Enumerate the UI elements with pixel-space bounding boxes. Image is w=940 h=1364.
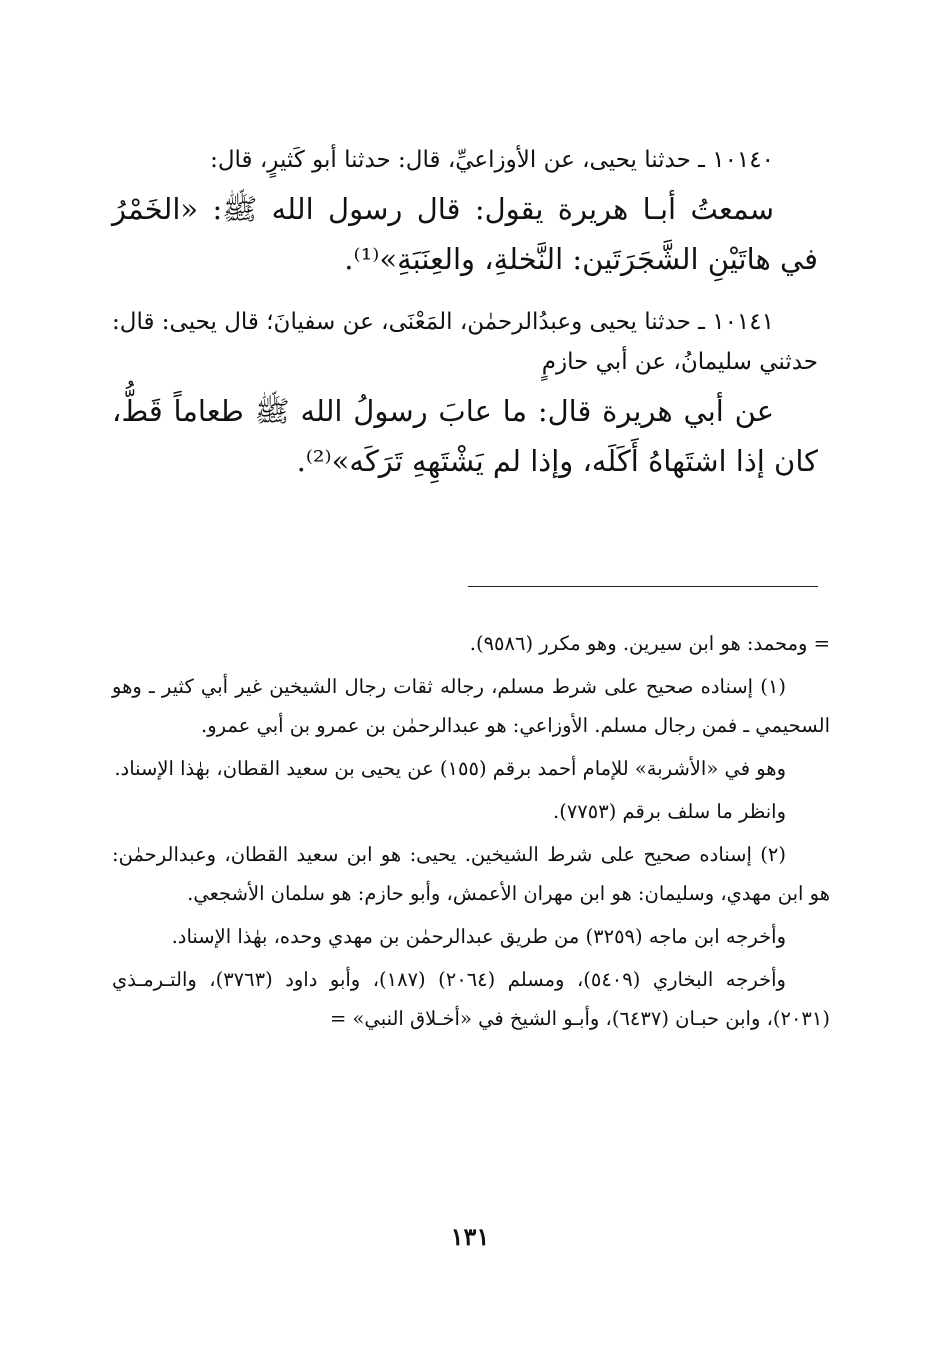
hadith-10141-matn: عن أبي هريرة قال: ما عابَ رسولُ الله ﷺ طعاماً قَطُّ، كان إذا اشتَهاهُ أَكَلَه، وإذا لم يَشْتَهِهِ تَرَكَه»⁽²⁾. — [112, 394, 818, 478]
footnote-2-bukhari: وأخرجه البخاري (٥٤٠٩)، ومسلم (٢٠٦٤) (١٨٧)، وأبو داود (٣٧٦٣)، والتـرمـذي (٢٠٣١)، وابن حبـان (٦٤٣٧)، وأبـو الشيخ في «أخـلاق النبي» = — [112, 968, 830, 1030]
footnote-continuation: = ومحمد: هو ابن سيرين. وهو مكرر (٩٥٨٦). — [469, 632, 830, 655]
page-number: ١٣١ — [450, 1222, 490, 1251]
footnote-1-see-also: وانظر ما سلف برقم (٧٧٥٣). — [553, 800, 786, 823]
hadith-10141-isnad: ١٠١٤١ ـ حدثنا يحيى وعبدُالرحمٰن، المَعْنَى، عن سفيانَ؛ قال يحيى: قال: حدثني سليمانُ، عن أبي حازمٍ — [112, 309, 818, 375]
footnote-1-ref-ashriba: وهو في «الأشربة» للإمام أحمد برقم (١٥٥) عن يحيى بن سعيد القطان، بهٰذا الإسناد. — [114, 757, 786, 780]
hadith-10140-isnad: ١٠١٤٠ ـ حدثنا يحيى، عن الأوزاعيِّ، قال: حدثنا أبو كَثيرٍ، قال: — [210, 147, 774, 173]
footnotes — [112, 624, 830, 1042]
footnote-2: (٢) إسناده صحيح على شرط الشيخين. يحيى: هو ابن سعيد القطان، وعبدالرحمٰن: هو ابن مهدي، وسليمان: هو ابن مهران الأعمش، وأبو حازم: هو سلمان الأشجعي. — [112, 843, 830, 905]
main-text — [112, 140, 818, 504]
hadith-10140-matn: سمعتُ أبـا هريرة يقول: قال رسول الله ﷺ: «الخَمْرُ في هاتَيْنِ الشَّجَرَتَين: النَّخلةِ، والعِنَبَةِ»⁽¹⁾. — [112, 192, 818, 276]
footnote-2-ibn-majah: وأخرجه ابن ماجه (٣٢٥٩) من طريق عبدالرحمٰن بن مهدي وحده، بهٰذا الإسناد. — [171, 925, 786, 948]
footnote-1: (١) إسناده صحيح على شرط مسلم، رجاله ثقات رجال الشيخين غير أبي كثير ـ وهو السحيمي ـ فمن رجال مسلم. الأوزاعي: هو عبدالرحمٰن بن عمرو بن أبي عمرو. — [112, 675, 830, 737]
footnote-divider — [468, 586, 818, 587]
